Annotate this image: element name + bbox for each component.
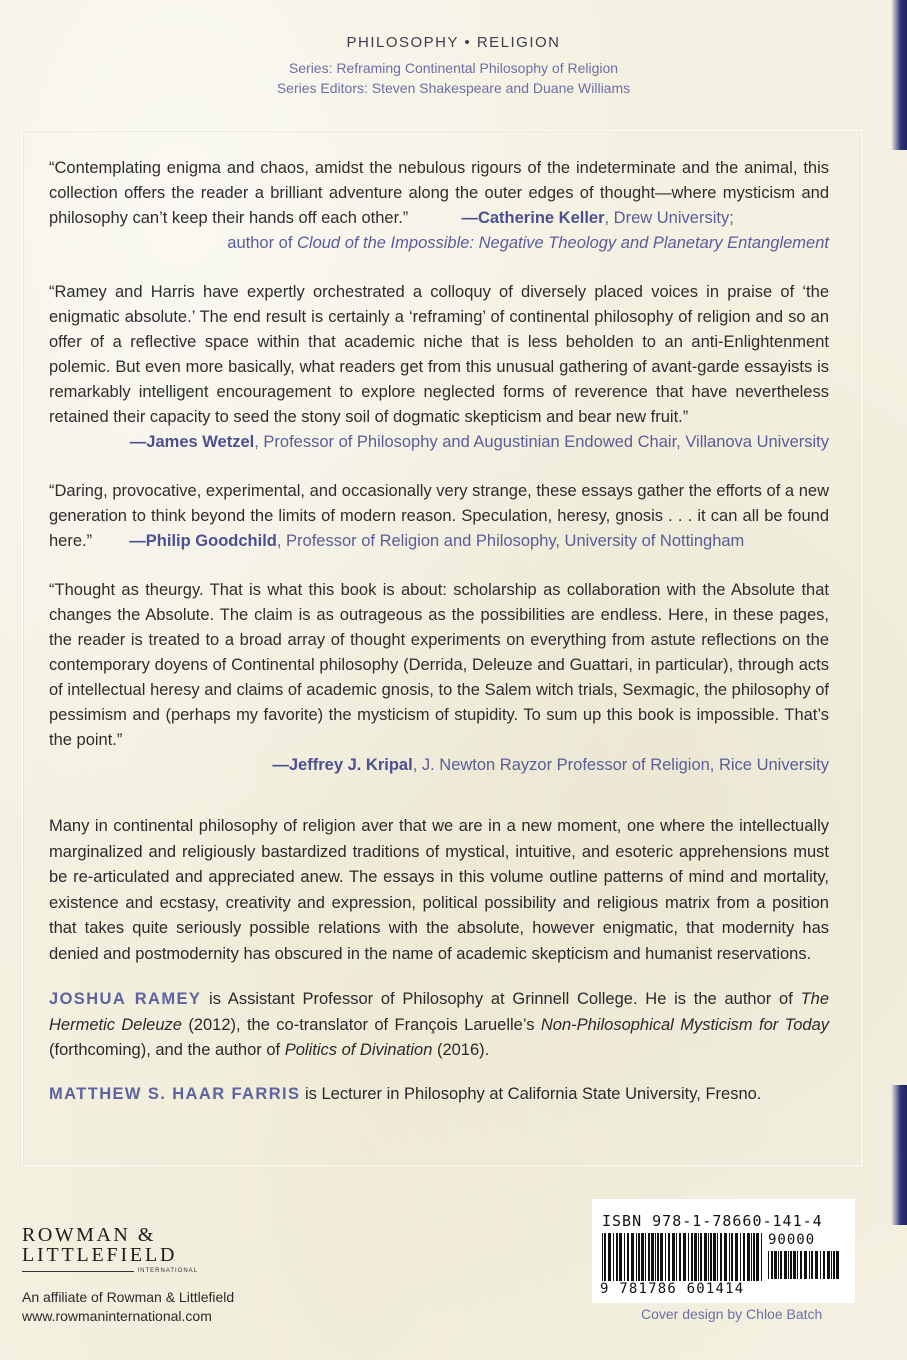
- bio-name: MATTHEW S. HAAR FARRIS: [49, 1084, 301, 1103]
- quote-author: —James Wetzel: [129, 433, 255, 451]
- back-cover-content: [49, 156, 829, 1125]
- isbn-label: ISBN 978-1-78660-141-4: [602, 1212, 823, 1230]
- endorsement-goodchild: [49, 479, 829, 554]
- book-description: Many in continental philosophy of religion aver that we are in a new moment, one where the intellectually marginalized and religiously bastardized traditions of mystical, intuitive, and esoteric apprehensions must be re-articulated and appreciated anew. The essays in this volume outline patterns of mind and mortality, existence and ecstasy, creativity and expression, political possibility and religious matrix from a position that takes quite seriously possible relations with the absolute, however enigmatic, that modernity has denied and postmodernity has obscured in the name of academic skepticism and humanist reservations.: [49, 817, 829, 963]
- book-title: Politics of Divination: [284, 1041, 433, 1059]
- logo-line-2: LITTLEFIELD: [22, 1244, 178, 1266]
- bio-ramey: JOSHUA RAMEY is Assistant Professor of Philosophy at Grinnell College. He is the author of The Hermetic Deleuze (2012), the co-translator of François Laruelle’s Non-Philosophical Mysticism for Today (forthcoming), and the author of Politics of Divination (2016).: [49, 990, 829, 1059]
- barcode-bars: [602, 1233, 762, 1281]
- quote-affiliation: , Professor of Religion and Philosophy, University of Nottingham: [276, 532, 745, 550]
- quote-text: “Contemplating enigma and chaos, amidst the nebulous rigours of the indeterminate and the animal, this collection offers the reader a brilliant adventure along the outer edges of thought—where mysticism and philosophy can’t keep their hands off each other.”: [49, 159, 829, 227]
- barcode-addon-bars: [768, 1251, 840, 1279]
- edge-ink-bottom: [891, 1085, 907, 1225]
- bio-farris: MATTHEW S. HAAR FARRIS is Lecturer in Philosophy at California State University, Fresno.: [49, 1084, 762, 1103]
- publisher-website[interactable]: www.rowmaninternational.com: [22, 1308, 212, 1324]
- quote-attribution: [49, 430, 829, 455]
- quote-affiliation: , Drew University;: [604, 209, 734, 227]
- series-info: [0, 58, 907, 98]
- quote-attribution: [49, 753, 829, 778]
- quote-attribution: [129, 532, 744, 550]
- series-title: Series: Reframing Continental Philosophy of Religion: [288, 60, 619, 76]
- quote-affiliation: , J. Newton Rayzor Professor of Religion, Rice University: [412, 756, 829, 774]
- price-code: 90000: [768, 1232, 816, 1248]
- endorsement-wetzel: [49, 280, 829, 455]
- quote-text: “Thought as theurgy. That is what this book is about: scholarship as collaboration with the Absolute that changes the Absolute. The claim is as outrageous as the possibilities are endless. Here, in these pages, the reader is treated to a broad array of thought experiments on everything from astute reflections on the contemporary doyens of Continental philosophy (Derrida, Deleuze and Guattari, in particular), through acts of intellectual heresy and claims of academic gnosis, to the Salem witch trials, Sexmagic, the philosophy of pessimism and (perhaps my favorite) the mysticism of stupidity. To sum up this book is impossible. That’s the point.”: [49, 581, 829, 749]
- endorsement-kripal: [49, 578, 829, 778]
- publisher-block: [22, 1224, 234, 1326]
- quote-author-prefix: author of: [227, 234, 297, 252]
- isbn-barcode: [592, 1199, 855, 1303]
- book-title: The Hermetic Deleuze: [49, 990, 829, 1034]
- quote-author: —Catherine Keller: [461, 209, 605, 227]
- logo-line-1: ROWMAN &: [22, 1224, 156, 1246]
- quote-affiliation: , Professor of Philosophy and Augustinian Endowed Chair, Villanova University: [254, 433, 829, 451]
- publisher-info: [22, 1288, 234, 1326]
- series-editors: Series Editors: Steven Shakespeare and Duane Williams: [276, 80, 631, 96]
- quote-book-title: Cloud of the Impossible: Negative Theology and Planetary Entanglement: [297, 234, 829, 252]
- cover-design-credit: Cover design by Chloe Batch: [641, 1306, 823, 1322]
- quote-author: —Jeffrey J. Kripal: [272, 756, 413, 774]
- quote-text: “Ramey and Harris have expertly orchestrated a colloquy of diversely placed voices in praise of ‘the enigmatic absolute.’ The end result is certainly a ‘reframing’ of continental philosophy of religion and so an offer of a reflective space within that academic niche that is less beholden to an anti-Enlightenment polemic. But even more basically, what readers get from this unusual gathering of avant-garde essayists is remarkably intelligent encouragement to explore neglected forms of reverence that have nevertheless retained their capacity to seed the stony soil of dogmatic skepticism and bear new fruit.”: [49, 283, 829, 426]
- header: [0, 34, 907, 98]
- quote-book-line: [49, 231, 829, 256]
- affiliate-note: An affiliate of Rowman & Littlefield: [22, 1289, 235, 1305]
- barcode-digits: 9 781786 601414: [600, 1281, 745, 1297]
- quote-attribution: [461, 209, 733, 227]
- publisher-logo: [22, 1224, 234, 1274]
- quote-text: “Daring, provocative, experimental, and occasionally very strange, these essays gather the efforts of a new generation to think beyond the limits of modern reason. Speculation, heresy, gnosis . . . it can all be found here.”: [49, 482, 829, 550]
- category-label: PHILOSOPHY • RELIGION: [346, 34, 561, 51]
- book-title: Non-Philosophical Mysticism for Today: [540, 1015, 829, 1034]
- logo-line-3: INTERNATIONAL: [137, 1268, 198, 1274]
- quote-author: —Philip Goodchild: [129, 532, 277, 550]
- endorsement-keller: [49, 156, 829, 256]
- bio-name: JOSHUA RAMEY: [49, 990, 202, 1008]
